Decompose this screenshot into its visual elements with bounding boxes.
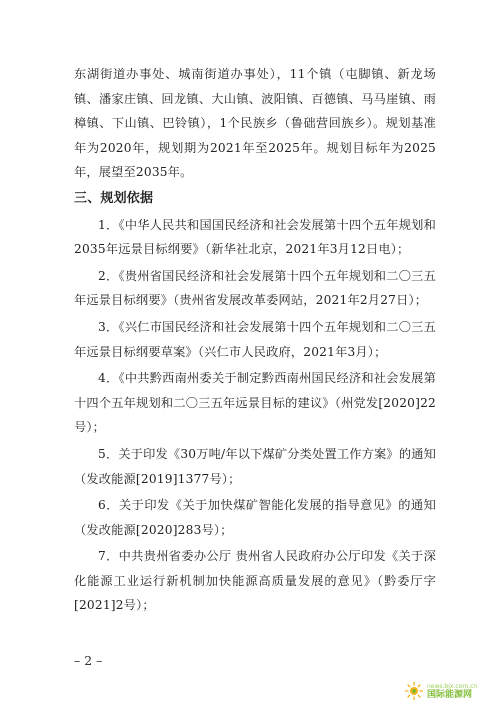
reference-item-4: 4．《中共黔西南州委关于制定黔西南州国民经济和社会发展第十四个五年规划和二〇三五年远景目标的建议》（州党发[2020]22号）； (74, 371, 436, 435)
reference-item-3: 3．《兴仁市国民经济和社会发展第十四个五年规划和二〇三五年远景目标纲要草案》（兴仁市人民政府，2021年3月）； (74, 319, 436, 359)
reference-item-5: 5．关于印发《30万吨/年以下煤矿分类处置工作方案》的通知（发改能源[2019]1377号）； (74, 446, 436, 486)
intro-paragraph: 东湖街道办事处、城南街道办事处），11个镇（屯脚镇、新龙场镇、潘家庄镇、回龙镇、大山镇、波阳镇、百德镇、马马崖镇、雨樟镇、下山镇、巴铃镇），1个民族乡（鲁础营回族乡）。规划基准年为2020年，规划期为2021年至2025年。规划目标年为2025年，展望至2035年。 (74, 67, 436, 180)
reference-item-1: 1．《中华人民共和国国民经济和社会发展第十四个五年规划和2035年远景目标纲要》（新华社北京，2021年3月12日电）； (74, 217, 436, 257)
page-number: – 2 – (74, 653, 103, 668)
reference-item-6: 6．关于印发《关于加快煤矿智能化发展的指导意见》的通知（发改能源[2020]283号）； (74, 498, 436, 537)
watermark-text (427, 682, 477, 700)
watermark-name: 国际能源网 (427, 690, 473, 700)
document-body (74, 62, 436, 620)
sun-logo-icon (404, 681, 424, 701)
reference-item-7: 7．中共贵州省委办公厅 贵州省人民政府办公厅印发《关于深化能源工业运行新机制加快能源高质量发展的意见》（黔委厅字[2021]2号）； (74, 549, 436, 613)
watermark (404, 679, 496, 703)
section-heading: 三、规划依据 (74, 190, 154, 206)
reference-item-2: 2．《贵州省国民经济和社会发展第十四个五年规划和二〇三五年远景目标纲要》（贵州省发展改革委网站，2021年2月27日）； (74, 268, 436, 308)
watermark-url: news.bjx.com.cn (427, 683, 478, 690)
